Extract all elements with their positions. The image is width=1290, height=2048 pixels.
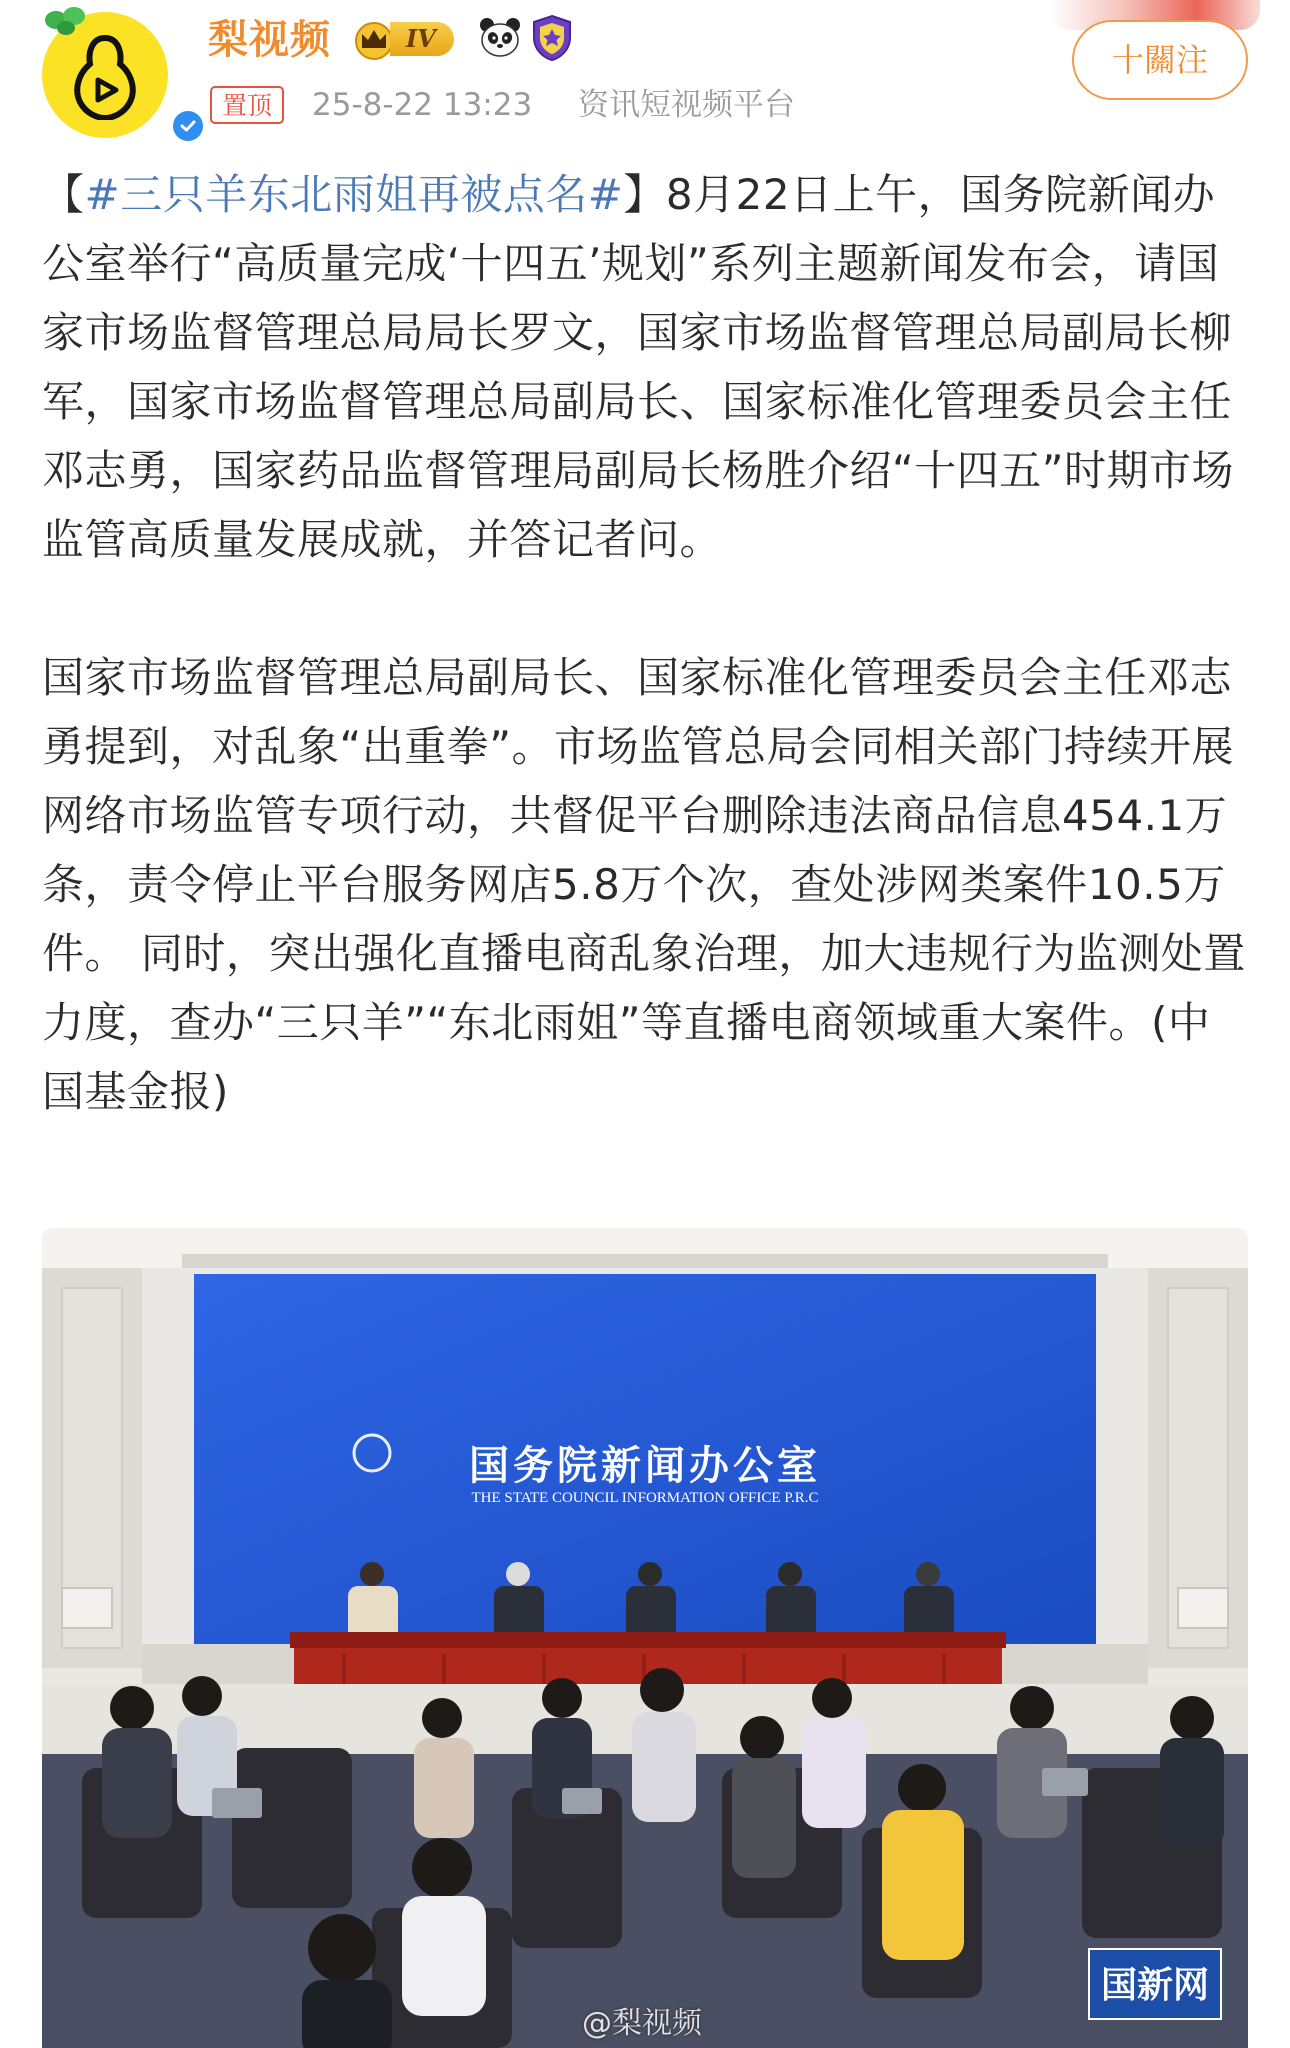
verified-icon [170,108,206,144]
post-paragraph-2: 国家市场监督管理总局副局长、国家标准化管理委员会主任邓志勇提到，对乱象“出重拳”。市场监管总局会同相关部门持续开展网络市场监管专项行动，共督促平台删除违法商品信息454.1万条，责令停止平台服务网店5.8万个次，查处涉网类案件10.5万件。 同时，突出强化直播电商乱象治理，加大违规行为监测处置力度，查办“三只羊”“东北雨姐”等直播电商领域重大案件。(中国基金报) [42,653,1246,1116]
account-name[interactable]: 梨视频 [208,17,331,63]
avatar[interactable] [42,12,168,138]
pear-play-logo-icon [70,34,140,120]
paragraph-1-text: 8月22日上午，国务院新闻办公室举行“高质量完成‘十四五’规划”系列主题新闻发布会，请国家市场监督管理总局局长罗文，国家市场监督管理总局副局长柳军，国家市场监督管理总局副局长、国家标准化管理委员会主任邓志勇，国家药品监督管理局副局长杨胜介绍“十四五”时期市场监管高质量发展成就，并答记者问。 [42,170,1235,564]
post-source: 资讯短视频平台 [578,87,795,123]
image-watermark: @梨视频 [582,2006,702,2041]
press-conference-photo [42,1228,1248,2048]
pinned-tag: 置顶 [210,86,284,124]
follow-button[interactable]: 十關注 [1072,20,1248,100]
post-body [42,160,1250,1126]
post-image[interactable] [42,1228,1248,2048]
screen-subtitle: THE STATE COUNCIL INFORMATION OFFICE P.R.C [471,1490,819,1506]
bracket-open: 【 [42,170,85,219]
screen-title: 国务院新闻办公室 [469,1442,821,1489]
post-header [0,0,1290,150]
shield-badge-icon[interactable] [530,14,574,62]
post-timestamp: 25-8-22 13:23 [312,87,533,123]
guoxinwang-logo: 国新网 [1088,1948,1222,2020]
bracket-close: 】 [623,170,666,219]
panda-icon[interactable] [478,16,522,60]
post-paragraph-1 [42,160,1250,574]
hashtag-link[interactable]: #三只羊东北雨姐再被点名# [84,170,624,219]
level-badge[interactable] [350,18,454,60]
level-label: IV [390,22,454,56]
clover-leaf-icon [44,6,88,36]
